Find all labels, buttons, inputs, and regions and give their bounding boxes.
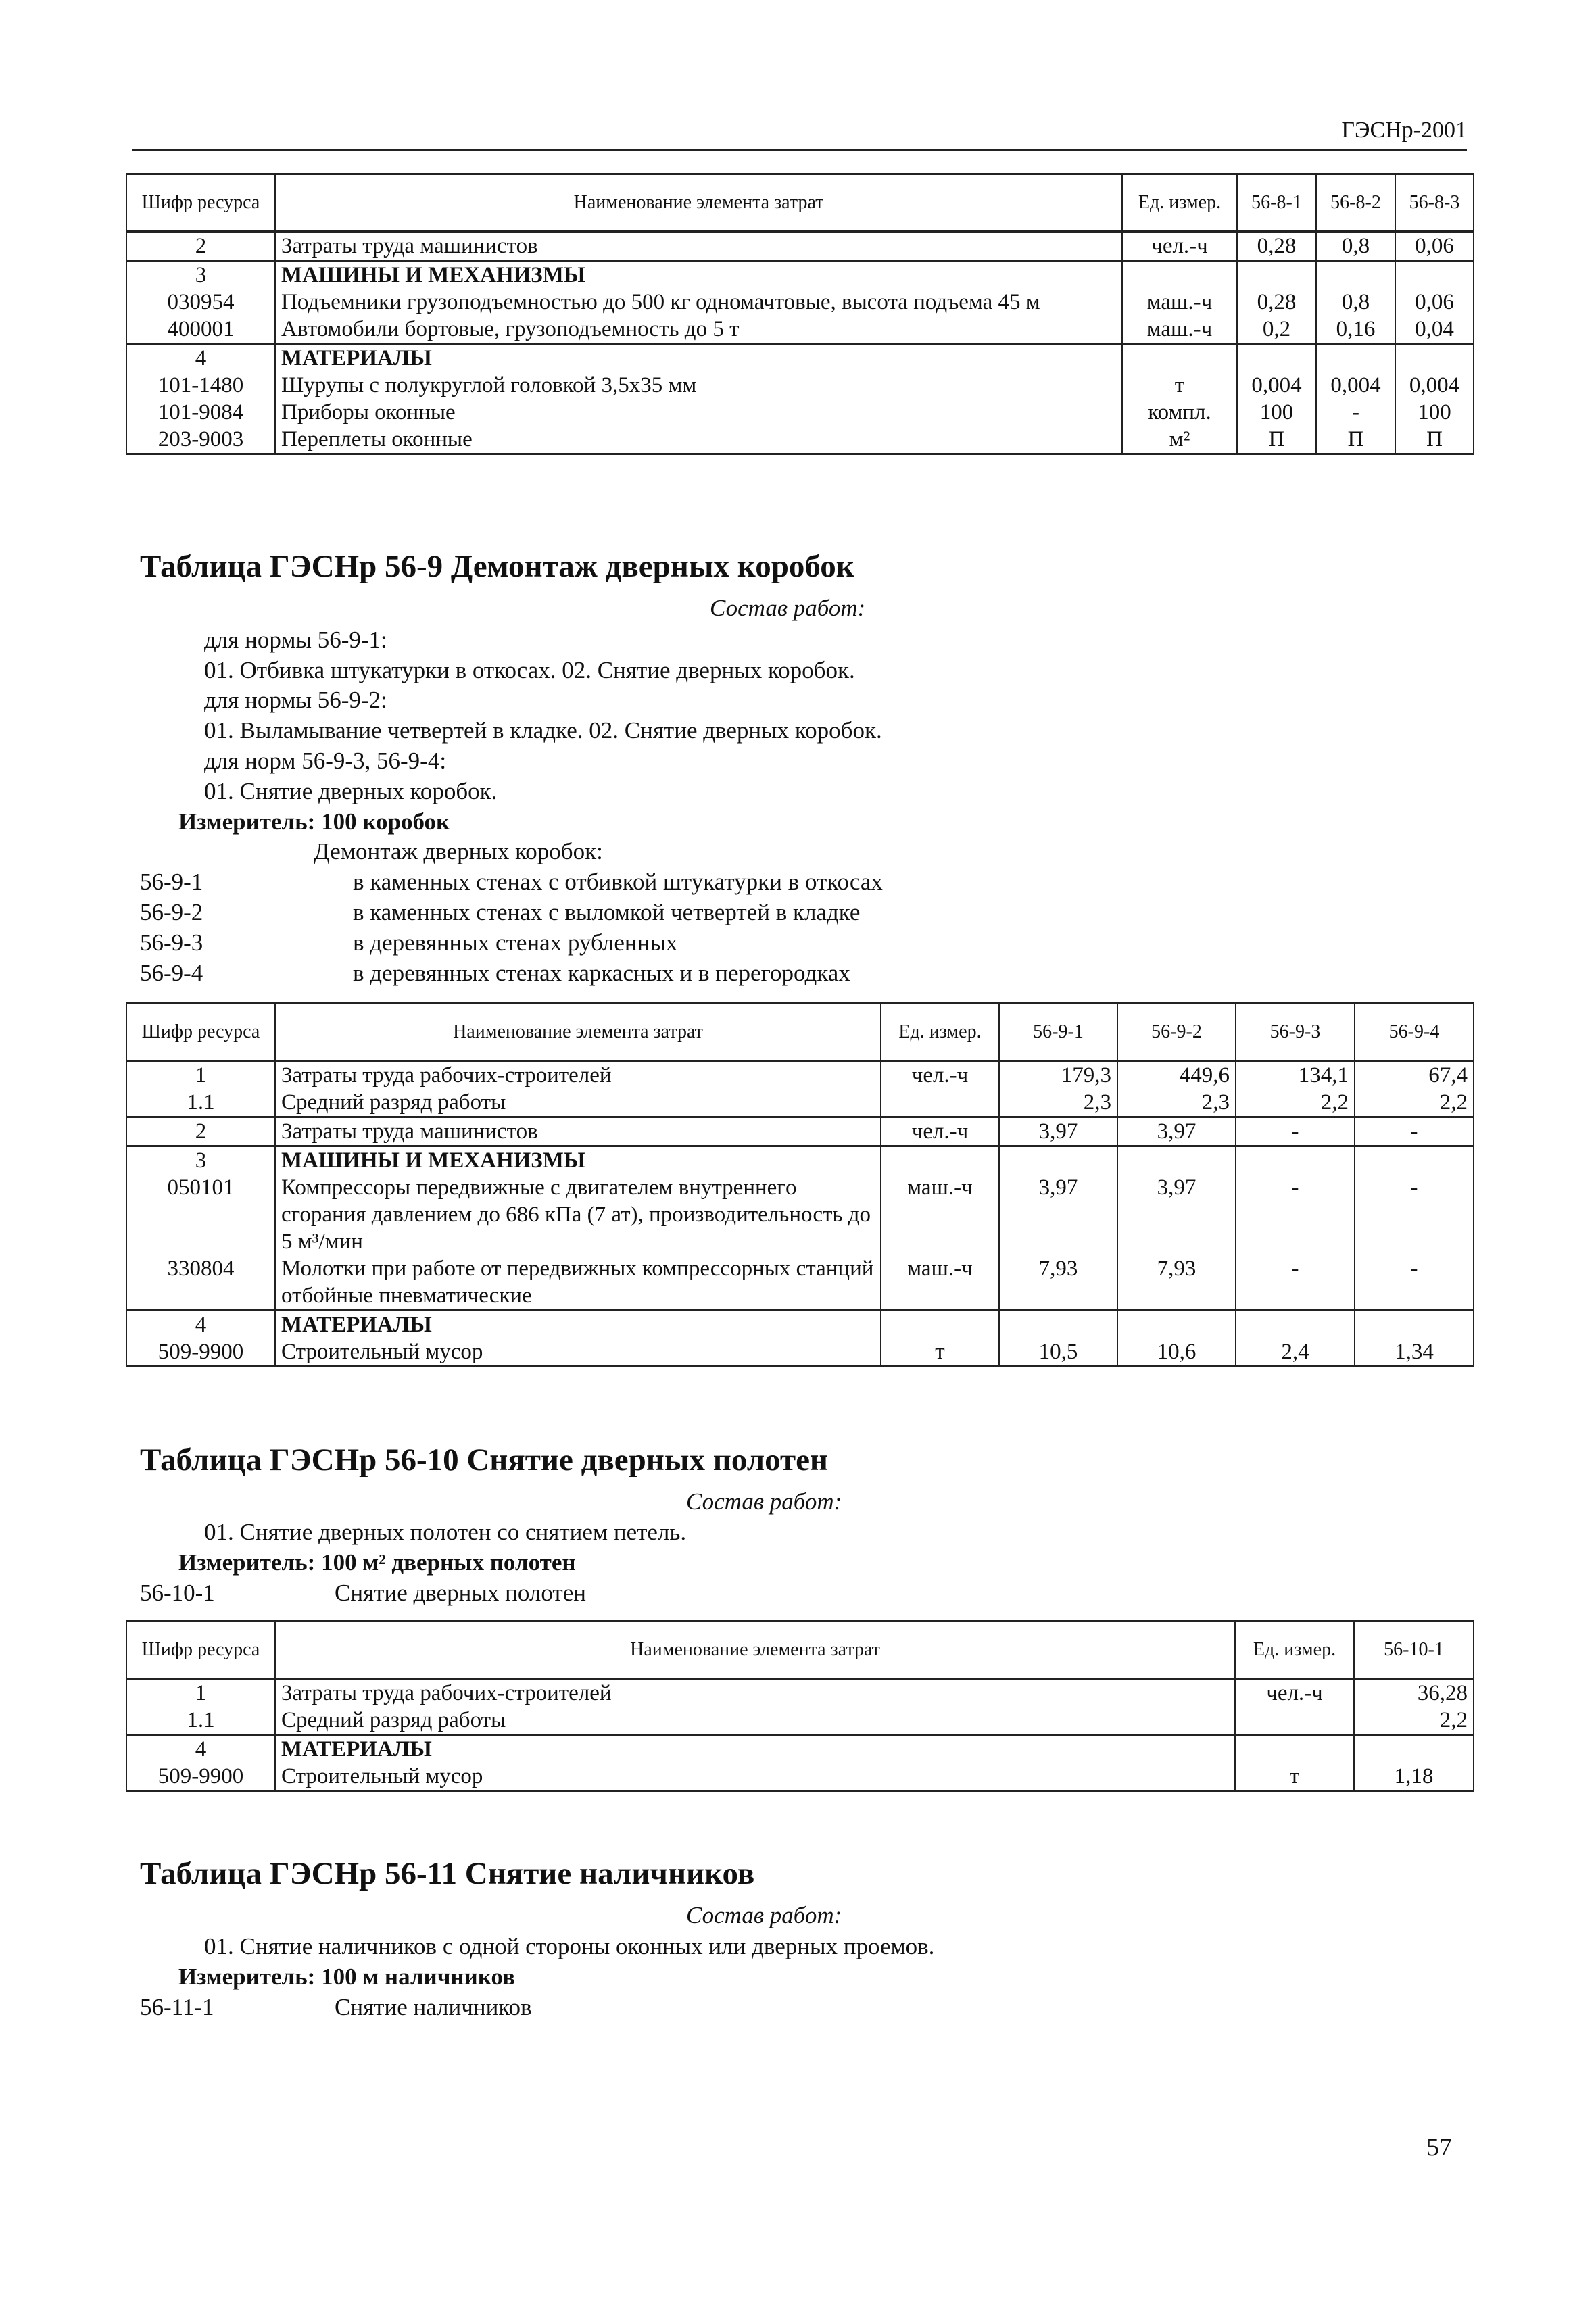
value-cell: 0,2 bbox=[1237, 316, 1316, 344]
column-header: Ед. измер. bbox=[1235, 1622, 1354, 1679]
value-cell bbox=[1117, 1311, 1236, 1339]
table-row bbox=[126, 1763, 1474, 1791]
column-header: Ед. измер. bbox=[881, 1004, 999, 1061]
cost-element-name: МАТЕРИАЛЫ bbox=[275, 1311, 881, 1339]
value-cell: 179,3 bbox=[999, 1061, 1117, 1090]
cost-element-name: Автомобили бортовые, грузоподъемность до 5 т bbox=[275, 316, 1122, 344]
cost-element-name: Переплеты оконные bbox=[275, 426, 1122, 454]
column-header: 56-9-4 bbox=[1355, 1004, 1474, 1061]
resource-code: 050101 bbox=[126, 1174, 275, 1255]
resource-code: 2 bbox=[126, 1117, 275, 1146]
table-row bbox=[126, 1174, 1474, 1255]
table-row bbox=[126, 426, 1474, 454]
unit-cell bbox=[881, 1146, 999, 1175]
meter-line: Измеритель: 100 коробок bbox=[178, 808, 450, 835]
norm-code: 56-10-1 bbox=[140, 1580, 215, 1606]
value-cell: 7,93 bbox=[1117, 1255, 1236, 1311]
value-cell: П bbox=[1316, 426, 1395, 454]
cost-element-name: Затраты труда рабочих-строителей bbox=[275, 1679, 1235, 1707]
composition-label: Состав работ: bbox=[710, 595, 866, 621]
table-row bbox=[126, 1061, 1474, 1090]
value-cell bbox=[999, 1146, 1117, 1175]
cost-element-name: Молотки при работе от передвижных компрессорных станций отбойные пневматические bbox=[275, 1255, 881, 1311]
norm-description: Снятие наличников bbox=[335, 1994, 532, 2020]
unit-cell: чел.-ч bbox=[1235, 1679, 1354, 1707]
value-cell: 36,28 bbox=[1354, 1679, 1474, 1707]
value-cell: П bbox=[1237, 426, 1316, 454]
cost-element-name: Шурупы с полукруглой головкой 3,5x35 мм bbox=[275, 372, 1122, 399]
table-row bbox=[126, 1707, 1474, 1735]
table-row bbox=[126, 344, 1474, 372]
resource-code: 4 bbox=[126, 344, 275, 372]
value-cell: 0,8 bbox=[1316, 232, 1395, 261]
norm-code: 56-11-1 bbox=[140, 1994, 214, 2020]
table-row bbox=[126, 261, 1474, 289]
value-cell: 3,97 bbox=[999, 1117, 1117, 1146]
table-title-56-10: Таблица ГЭСНр 56-10 Снятие дверных полотен bbox=[140, 1442, 829, 1478]
column-header: Наименование элемента затрат bbox=[275, 1622, 1235, 1679]
table-row bbox=[126, 316, 1474, 344]
value-cell: 3,97 bbox=[1117, 1174, 1236, 1255]
composition-label: Состав работ: bbox=[686, 1488, 842, 1515]
resource-code: 4 bbox=[126, 1311, 275, 1339]
work-item: 01. Снятие дверных полотен со снятием петель. bbox=[204, 1519, 687, 1545]
value-cell bbox=[1355, 1146, 1474, 1175]
composition-label: Состав работ: bbox=[686, 1902, 842, 1928]
value-cell: 1,34 bbox=[1355, 1338, 1474, 1367]
value-cell bbox=[1236, 1146, 1355, 1175]
column-header: 56-9-3 bbox=[1236, 1004, 1355, 1061]
unit-cell: маш.-ч bbox=[1122, 289, 1237, 316]
resource-code: 509-9900 bbox=[126, 1338, 275, 1367]
cost-element-name: Средний разряд работы bbox=[275, 1707, 1235, 1735]
table-row bbox=[126, 372, 1474, 399]
unit-cell bbox=[1235, 1735, 1354, 1763]
norm-applicability: для норм 56-9-3, 56-9-4: bbox=[204, 748, 447, 774]
resource-code: 203-9003 bbox=[126, 426, 275, 454]
resource-table-56-8 bbox=[126, 173, 1474, 455]
norm-group-intro: Демонтаж дверных коробок: bbox=[314, 838, 603, 864]
cost-element-name: Приборы оконные bbox=[275, 399, 1122, 426]
table-row bbox=[126, 1311, 1474, 1339]
value-cell: - bbox=[1355, 1255, 1474, 1311]
work-item: 01. Отбивка штукатурки в откосах. 02. Снятие дверных коробок. bbox=[204, 657, 855, 683]
resource-code: 509-9900 bbox=[126, 1763, 275, 1791]
value-cell: - bbox=[1236, 1255, 1355, 1311]
table-row bbox=[126, 1679, 1474, 1707]
running-header: ГЭСНр-2001 bbox=[132, 114, 1467, 151]
unit-cell: т bbox=[881, 1338, 999, 1367]
resource-code: 1 bbox=[126, 1679, 275, 1707]
value-cell: 0,004 bbox=[1237, 372, 1316, 399]
table-row bbox=[126, 1255, 1474, 1311]
value-cell: 2,4 bbox=[1236, 1338, 1355, 1367]
value-cell: - bbox=[1355, 1174, 1474, 1255]
value-cell: 100 bbox=[1395, 399, 1474, 426]
unit-cell: маш.-ч bbox=[881, 1255, 999, 1311]
value-cell: 0,16 bbox=[1316, 316, 1395, 344]
cost-element-name: Строительный мусор bbox=[275, 1763, 1235, 1791]
value-cell: 0,004 bbox=[1316, 372, 1395, 399]
norm-description: в деревянных стенах рубленных bbox=[353, 929, 678, 956]
resource-code: 3 bbox=[126, 261, 275, 289]
column-header: Шифр ресурса bbox=[126, 174, 275, 232]
work-item: 01. Снятие дверных коробок. bbox=[204, 778, 498, 804]
value-cell: 2,2 bbox=[1355, 1089, 1474, 1117]
value-cell: 1,18 bbox=[1354, 1763, 1474, 1791]
unit-cell: чел.-ч bbox=[1122, 232, 1237, 261]
value-cell: 134,1 bbox=[1236, 1061, 1355, 1090]
norm-description: в каменных стенах с отбивкой штукатурки в откосах bbox=[353, 869, 883, 895]
resource-code: 3 bbox=[126, 1146, 275, 1175]
unit-cell: чел.-ч bbox=[881, 1061, 999, 1090]
table-row bbox=[126, 399, 1474, 426]
cost-element-name: Затраты труда рабочих-строителей bbox=[275, 1061, 881, 1090]
value-cell bbox=[1395, 261, 1474, 289]
value-cell: 0,8 bbox=[1316, 289, 1395, 316]
resource-code: 2 bbox=[126, 232, 275, 261]
norm-code: 56-9-2 bbox=[140, 899, 203, 925]
table-title-56-9: Таблица ГЭСНр 56-9 Демонтаж дверных коробок bbox=[140, 549, 854, 584]
meter-line: Измеритель: 100 м² дверных полотен bbox=[178, 1549, 576, 1576]
value-cell: 0,004 bbox=[1395, 372, 1474, 399]
value-cell: 0,06 bbox=[1395, 289, 1474, 316]
value-cell: 0,28 bbox=[1237, 289, 1316, 316]
unit-cell bbox=[1235, 1707, 1354, 1735]
norm-applicability: для нормы 56-9-1: bbox=[204, 627, 387, 653]
value-cell: 2,2 bbox=[1236, 1089, 1355, 1117]
value-cell bbox=[1237, 344, 1316, 372]
cost-element-name: Подъемники грузоподъемностью до 500 кг одномачтовые, высота подъема 45 м bbox=[275, 289, 1122, 316]
value-cell: 100 bbox=[1237, 399, 1316, 426]
table-title-56-11: Таблица ГЭСНр 56-11 Снятие наличников bbox=[140, 1856, 755, 1891]
unit-cell bbox=[881, 1311, 999, 1339]
value-cell bbox=[1237, 261, 1316, 289]
unit-cell: маш.-ч bbox=[881, 1174, 999, 1255]
column-header: Наименование элемента затрат bbox=[275, 1004, 881, 1061]
unit-cell: т bbox=[1235, 1763, 1354, 1791]
column-header: Наименование элемента затрат bbox=[275, 174, 1122, 232]
value-cell: 7,93 bbox=[999, 1255, 1117, 1311]
unit-cell: компл. bbox=[1122, 399, 1237, 426]
column-header: 56-8-3 bbox=[1395, 174, 1474, 232]
cost-element-name: МАТЕРИАЛЫ bbox=[275, 1735, 1235, 1763]
value-cell bbox=[1117, 1146, 1236, 1175]
value-cell: 2,3 bbox=[1117, 1089, 1236, 1117]
resource-code: 101-1480 bbox=[126, 372, 275, 399]
table-row bbox=[126, 1117, 1474, 1146]
value-cell: 0,28 bbox=[1237, 232, 1316, 261]
table-row bbox=[126, 1338, 1474, 1367]
column-header: 56-8-2 bbox=[1316, 174, 1395, 232]
value-cell: - bbox=[1236, 1117, 1355, 1146]
table-row bbox=[126, 289, 1474, 316]
page-number: 57 bbox=[1426, 2133, 1452, 2162]
value-cell: 0,04 bbox=[1395, 316, 1474, 344]
value-cell: - bbox=[1316, 399, 1395, 426]
norm-code: 56-9-1 bbox=[140, 869, 203, 895]
value-cell bbox=[1316, 261, 1395, 289]
value-cell: 10,6 bbox=[1117, 1338, 1236, 1367]
unit-cell: чел.-ч bbox=[881, 1117, 999, 1146]
value-cell: 2,2 bbox=[1354, 1707, 1474, 1735]
norm-description: Снятие дверных полотен bbox=[335, 1580, 586, 1606]
norm-applicability: для нормы 56-9-2: bbox=[204, 687, 387, 713]
unit-cell: м² bbox=[1122, 426, 1237, 454]
column-header: Шифр ресурса bbox=[126, 1622, 275, 1679]
value-cell bbox=[1236, 1311, 1355, 1339]
norm-description: в деревянных стенах каркасных и в перегородках bbox=[353, 960, 850, 986]
resource-table-56-9 bbox=[126, 1002, 1474, 1367]
value-cell: 3,97 bbox=[999, 1174, 1117, 1255]
cost-element-name: МАТЕРИАЛЫ bbox=[275, 344, 1122, 372]
resource-code: 330804 bbox=[126, 1255, 275, 1311]
value-cell: П bbox=[1395, 426, 1474, 454]
value-cell: 67,4 bbox=[1355, 1061, 1474, 1090]
value-cell: - bbox=[1236, 1174, 1355, 1255]
column-header: 56-9-1 bbox=[999, 1004, 1117, 1061]
value-cell: - bbox=[1355, 1117, 1474, 1146]
resource-code: 4 bbox=[126, 1735, 275, 1763]
unit-cell bbox=[881, 1089, 999, 1117]
value-cell: 3,97 bbox=[1117, 1117, 1236, 1146]
cost-element-name: МАШИНЫ И МЕХАНИЗМЫ bbox=[275, 261, 1122, 289]
value-cell bbox=[1316, 344, 1395, 372]
value-cell bbox=[999, 1311, 1117, 1339]
resource-code: 400001 bbox=[126, 316, 275, 344]
norm-code: 56-9-4 bbox=[140, 960, 203, 986]
work-item: 01. Выламывание четвертей в кладке. 02. Снятие дверных коробок. bbox=[204, 717, 882, 744]
value-cell: 2,3 bbox=[999, 1089, 1117, 1117]
table-row bbox=[126, 1146, 1474, 1175]
column-header: 56-8-1 bbox=[1237, 174, 1316, 232]
work-item: 01. Снятие наличников с одной стороны оконных или дверных проемов. bbox=[204, 1933, 935, 1959]
resource-code: 030954 bbox=[126, 289, 275, 316]
column-header: Шифр ресурса bbox=[126, 1004, 275, 1061]
unit-cell: маш.-ч bbox=[1122, 316, 1237, 344]
column-header: 56-9-2 bbox=[1117, 1004, 1236, 1061]
value-cell bbox=[1355, 1311, 1474, 1339]
value-cell: 10,5 bbox=[999, 1338, 1117, 1367]
unit-cell bbox=[1122, 344, 1237, 372]
resource-code: 101-9084 bbox=[126, 399, 275, 426]
cost-element-name: Затраты труда машинистов bbox=[275, 1117, 881, 1146]
meter-line: Измеритель: 100 м наличников bbox=[178, 1964, 515, 1990]
cost-element-name: Затраты труда машинистов bbox=[275, 232, 1122, 261]
value-cell: 449,6 bbox=[1117, 1061, 1236, 1090]
unit-cell: т bbox=[1122, 372, 1237, 399]
cost-element-name: Строительный мусор bbox=[275, 1338, 881, 1367]
cost-element-name: Компрессоры передвижные с двигателем внутреннего сгорания давлением до 686 кПа (7 ат), производительность до 5 м³/мин bbox=[275, 1174, 881, 1255]
column-header: Ед. измер. bbox=[1122, 174, 1237, 232]
resource-table-56-10 bbox=[126, 1620, 1474, 1792]
column-header: 56-10-1 bbox=[1354, 1622, 1474, 1679]
resource-code: 1 bbox=[126, 1061, 275, 1090]
unit-cell bbox=[1122, 261, 1237, 289]
table-row bbox=[126, 232, 1474, 261]
norm-description: в каменных стенах с выломкой четвертей в кладке bbox=[353, 899, 861, 925]
table-row bbox=[126, 1089, 1474, 1117]
resource-code: 1.1 bbox=[126, 1089, 275, 1117]
value-cell: 0,06 bbox=[1395, 232, 1474, 261]
cost-element-name: МАШИНЫ И МЕХАНИЗМЫ bbox=[275, 1146, 881, 1175]
resource-code: 1.1 bbox=[126, 1707, 275, 1735]
value-cell bbox=[1395, 344, 1474, 372]
value-cell bbox=[1354, 1735, 1474, 1763]
cost-element-name: Средний разряд работы bbox=[275, 1089, 881, 1117]
norm-code: 56-9-3 bbox=[140, 929, 203, 956]
table-row bbox=[126, 1735, 1474, 1763]
